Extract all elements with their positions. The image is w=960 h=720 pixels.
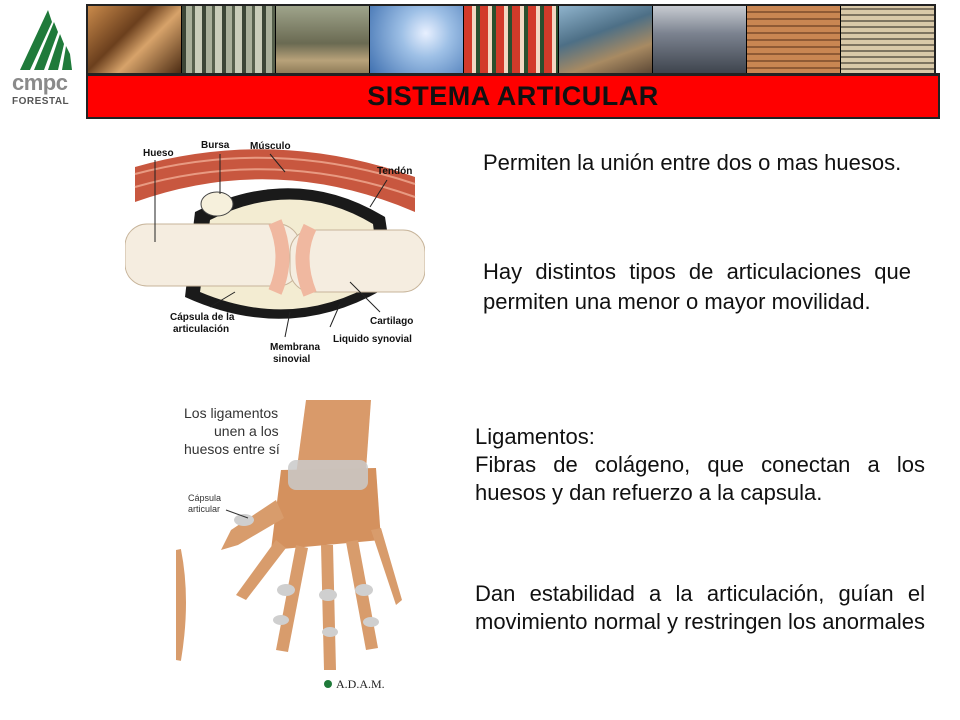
label-tendon: Tendón: [377, 166, 413, 177]
label-capsula-2: articulación: [173, 324, 230, 335]
lumber-stacks-photo: [747, 6, 841, 74]
adam-credit: A.D.A.M.: [336, 677, 385, 691]
paragraph-fibras: Fibras de colágeno, que conectan a los huesos y dan refuerzo a la capsula.: [475, 452, 925, 505]
label-hueso: Hueso: [143, 148, 174, 159]
label-bursa: Bursa: [201, 140, 230, 151]
logo-subbrand: FORESTAL: [12, 96, 70, 107]
page-title: SISTEMA ARTICULAR: [367, 81, 659, 111]
label-capsula-1: Cápsula de la: [170, 312, 235, 323]
paragraph-tipos: Hay distintos tipos de articulaciones que permiten una menor o mayor movilidad.: [483, 259, 911, 314]
label-musculo: Músculo: [250, 141, 291, 152]
logs-photo: [559, 6, 653, 74]
workers-group-photo: [464, 6, 558, 74]
timber-warehouse-photo: [841, 6, 934, 74]
tree-icon: [8, 8, 86, 78]
label-ligamentos-1: Los ligamentos: [184, 405, 279, 421]
label-capsula-articular-1: Cápsula: [188, 493, 222, 503]
joint-diagram: [125, 132, 425, 372]
label-ligamentos-2: unen a los: [214, 423, 279, 439]
label-ligamentos-3: huesos entre sí: [184, 441, 280, 457]
paragraph-union: Permiten la unión entre dos o mas huesos.: [483, 150, 902, 175]
label-liquido: Liquido synovial: [333, 334, 412, 345]
logo-brand: cmpc: [12, 70, 68, 95]
label-capsula-articular-2: articular: [188, 504, 221, 514]
seedlings-photo: [370, 6, 464, 74]
deer-forest-photo: [276, 6, 370, 74]
label-membrana-2: sinovial: [273, 354, 311, 365]
title-bar: [86, 73, 940, 119]
pine-cones-photo: [88, 6, 182, 74]
hand-ligament-diagram: [176, 400, 402, 692]
photo-banner: [86, 4, 936, 76]
adam-leaf-icon: [324, 680, 332, 688]
heading-ligamentos: Ligamentos:: [475, 424, 595, 449]
label-cartilago: Cartilago: [370, 316, 414, 327]
sawmill-photo: [653, 6, 747, 74]
forest-trunks-photo: [182, 6, 276, 74]
paragraph-estabilidad: Dan estabilidad a la articulación, guían el movimiento normal y restringen los anormales: [475, 581, 925, 634]
label-membrana-1: Membrana: [270, 342, 321, 353]
